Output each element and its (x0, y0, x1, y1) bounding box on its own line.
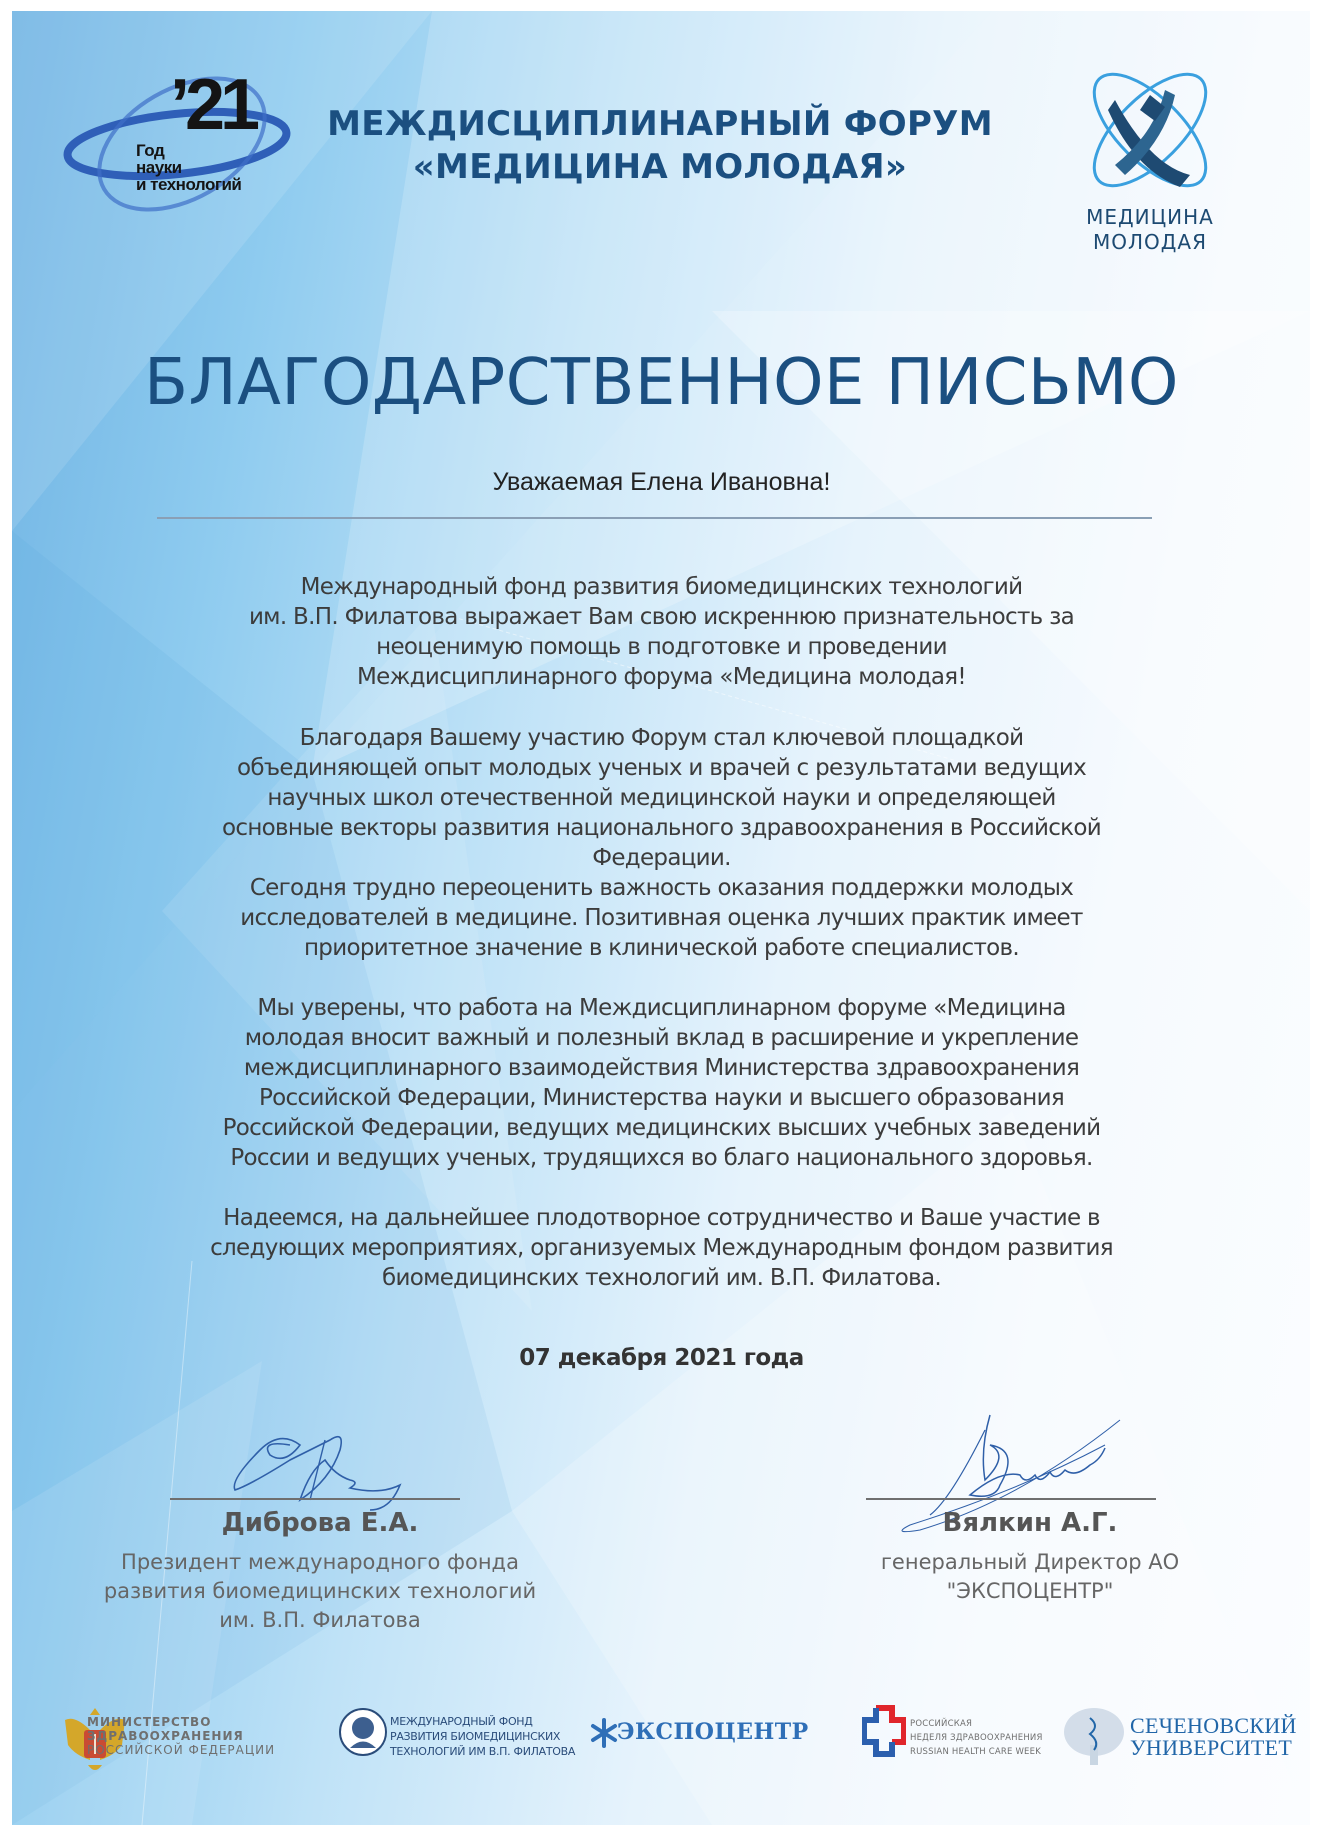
filatov-fund-logo-text (390, 1714, 575, 1759)
medicine-young-logo-line: МОЛОДАЯ (1093, 230, 1207, 254)
medicine-young-logo-text (1070, 205, 1230, 255)
year-logo-caption-line: Год (136, 141, 165, 160)
year-of-science-logo (62, 65, 292, 222)
paragraph-line: основные векторы развития национального здравоохранения в Российской (222, 815, 1101, 841)
paragraph-line: научных школ отечественной медицинской науки и определяющей (267, 785, 1056, 811)
signatory-role (60, 1548, 580, 1635)
signatory-role-line: им. В.П. Филатова (219, 1608, 421, 1632)
paragraph-cooperation (100, 1203, 1223, 1293)
filatov-logo-line: ТЕХНОЛОГИЙ ИМ В.П. ФИЛАТОВА (390, 1745, 576, 1758)
paragraph-line: Междисциплинарного форума «Медицина молодая! (357, 664, 966, 690)
paragraph-line: приоритетное значение в клинической работе специалистов. (303, 935, 1020, 961)
paragraph-line: Российской Федерации, ведущих медицинских высших учебных заведений (222, 1115, 1101, 1141)
rhcw-logo-line: RUSSIAN HEALTH CARE WEEK (910, 1747, 1041, 1757)
paragraph-line: молодая вносит важный и полезный вклад в расширение и укрепление (244, 1025, 1079, 1051)
medicine-young-logo (1070, 55, 1230, 255)
sechenov-tree-icon (1060, 1690, 1128, 1790)
paragraph-line: Российской Федерации, Министерства науки и высшего образования (259, 1085, 1064, 1111)
ministry-of-health-logo-text (87, 1715, 275, 1757)
document-date: 07 декабря 2021 года (519, 1345, 804, 1371)
signatory-role-line: развития биомедицинских технологий (103, 1579, 537, 1603)
signatory-role-line: "ЭКСПОЦЕНТР" (946, 1579, 1114, 1603)
paragraph-line: Сегодня трудно переоценить важность оказания поддержки молодых (249, 875, 1074, 901)
expocentre-star-icon (590, 1690, 618, 1790)
year-logo-caption-line: и технологий (136, 175, 242, 194)
filatov-logo-line: РАЗВИТИЯ БИОМЕДИЦИНСКИХ (390, 1730, 561, 1743)
ministry-logo-line: МИНИСТЕРСТВО (87, 1715, 212, 1729)
filatov-logo-line: МЕЖДУНАРОДНЫЙ ФОНД (390, 1715, 533, 1728)
paragraph-line: Мы уверены, что работа на Междисциплинарном форуме «Медицина (257, 995, 1066, 1021)
signatory-name: Диброва Е.А. (221, 1508, 419, 1538)
paragraph-line: биомедицинских технологий им. В.П. Филатова. (381, 1265, 942, 1291)
year-logo-caption-line: науки (136, 158, 182, 177)
salutation: Уважаемая Елена Ивановна! (492, 468, 831, 496)
document-title: БЛАГОДАРСТВЕННОЕ ПИСЬМО (144, 346, 1179, 420)
ministry-logo-line: ЗДРАВООХРАНЕНИЯ (87, 1729, 244, 1743)
medicine-young-logo-line: МЕДИЦИНА (1086, 205, 1214, 229)
filatov-fund-emblem-icon (338, 1690, 388, 1790)
divider (157, 517, 1152, 519)
signature-block-vyalkin (820, 1390, 1240, 1630)
rhcw-logo-line: РОССИЙСКАЯ (910, 1719, 973, 1729)
paragraph-line: исследователей в медицине. Позитивная оценка лучших практик имеет (240, 905, 1083, 931)
health-care-week-logo-text (910, 1717, 1043, 1759)
rhcw-logo-line: НЕДЕЛЯ ЗДРАВООХРАНЕНИЯ (910, 1733, 1043, 1743)
signatory-name: Вялкин А.Г. (942, 1508, 1118, 1538)
partner-logos (0, 1690, 1323, 1790)
paragraph-line: им. В.П. Филатова выражает Вам свою искреннюю признательность за (248, 604, 1075, 630)
paragraph-line: следующих мероприятиях, организуемых Международным фондом развития (210, 1235, 1113, 1261)
sechenov-university-logo-text (1130, 1715, 1297, 1759)
paragraph-line: Надеемся, на дальнейшее плодотворное сотрудничество и Ваше участие в (223, 1205, 1100, 1231)
forum-title-line: МЕЖДИСЦИПЛИНАРНЫЙ ФОРУМ (327, 104, 993, 144)
atom-cross-icon (1070, 55, 1230, 205)
signature-line (866, 1498, 1156, 1500)
paragraph-line: неоценимую помощь в подготовке и проведении (376, 634, 947, 660)
paragraph-line: России и ведущих ученых, трудящихся во благо национального здоровья. (230, 1145, 1093, 1171)
paragraph-line: междисциплинарного взаимодействия Министерства здравоохранения (243, 1055, 1080, 1081)
ministry-logo-line: РОССИЙСКОЙ ФЕДЕРАЦИИ (87, 1743, 276, 1757)
paragraph-line: Федерации. (592, 845, 731, 871)
paragraph-contribution (100, 993, 1223, 1173)
year-logo-caption (136, 142, 241, 193)
sechenov-logo-line: СЕЧЕНОВСКИЙ (1130, 1713, 1297, 1738)
paragraph-forum-role (100, 723, 1223, 963)
forum-title-line: «МЕДИЦИНА МОЛОДАЯ» (412, 147, 908, 187)
signature-block-dibrova (60, 1400, 580, 1640)
paragraph-gratitude (100, 572, 1223, 692)
year-logo-number: ’21 (170, 65, 256, 145)
health-care-week-cross-icon (862, 1690, 906, 1790)
paragraph-line: Международный фонд развития биомедицинских технологий (300, 574, 1023, 600)
signatory-role (820, 1548, 1240, 1606)
paragraph-line: объединяющей опыт молодых ученых и врачей с результатами ведущих (237, 755, 1086, 781)
sechenov-logo-line: УНИВЕРСИТЕТ (1130, 1735, 1293, 1760)
signatory-role-line: генеральный Директор АО (880, 1550, 1180, 1574)
forum-title (300, 103, 1020, 189)
paragraph-line: Благодаря Вашему участию Форум стал ключевой площадкой (299, 725, 1024, 751)
signature-line (170, 1498, 460, 1500)
signatory-role-line: Президент международного фонда (121, 1550, 519, 1574)
expocentre-logo-text: ЭКСПОЦЕНТР (617, 1719, 809, 1745)
handwritten-signature-icon (60, 1400, 580, 1520)
